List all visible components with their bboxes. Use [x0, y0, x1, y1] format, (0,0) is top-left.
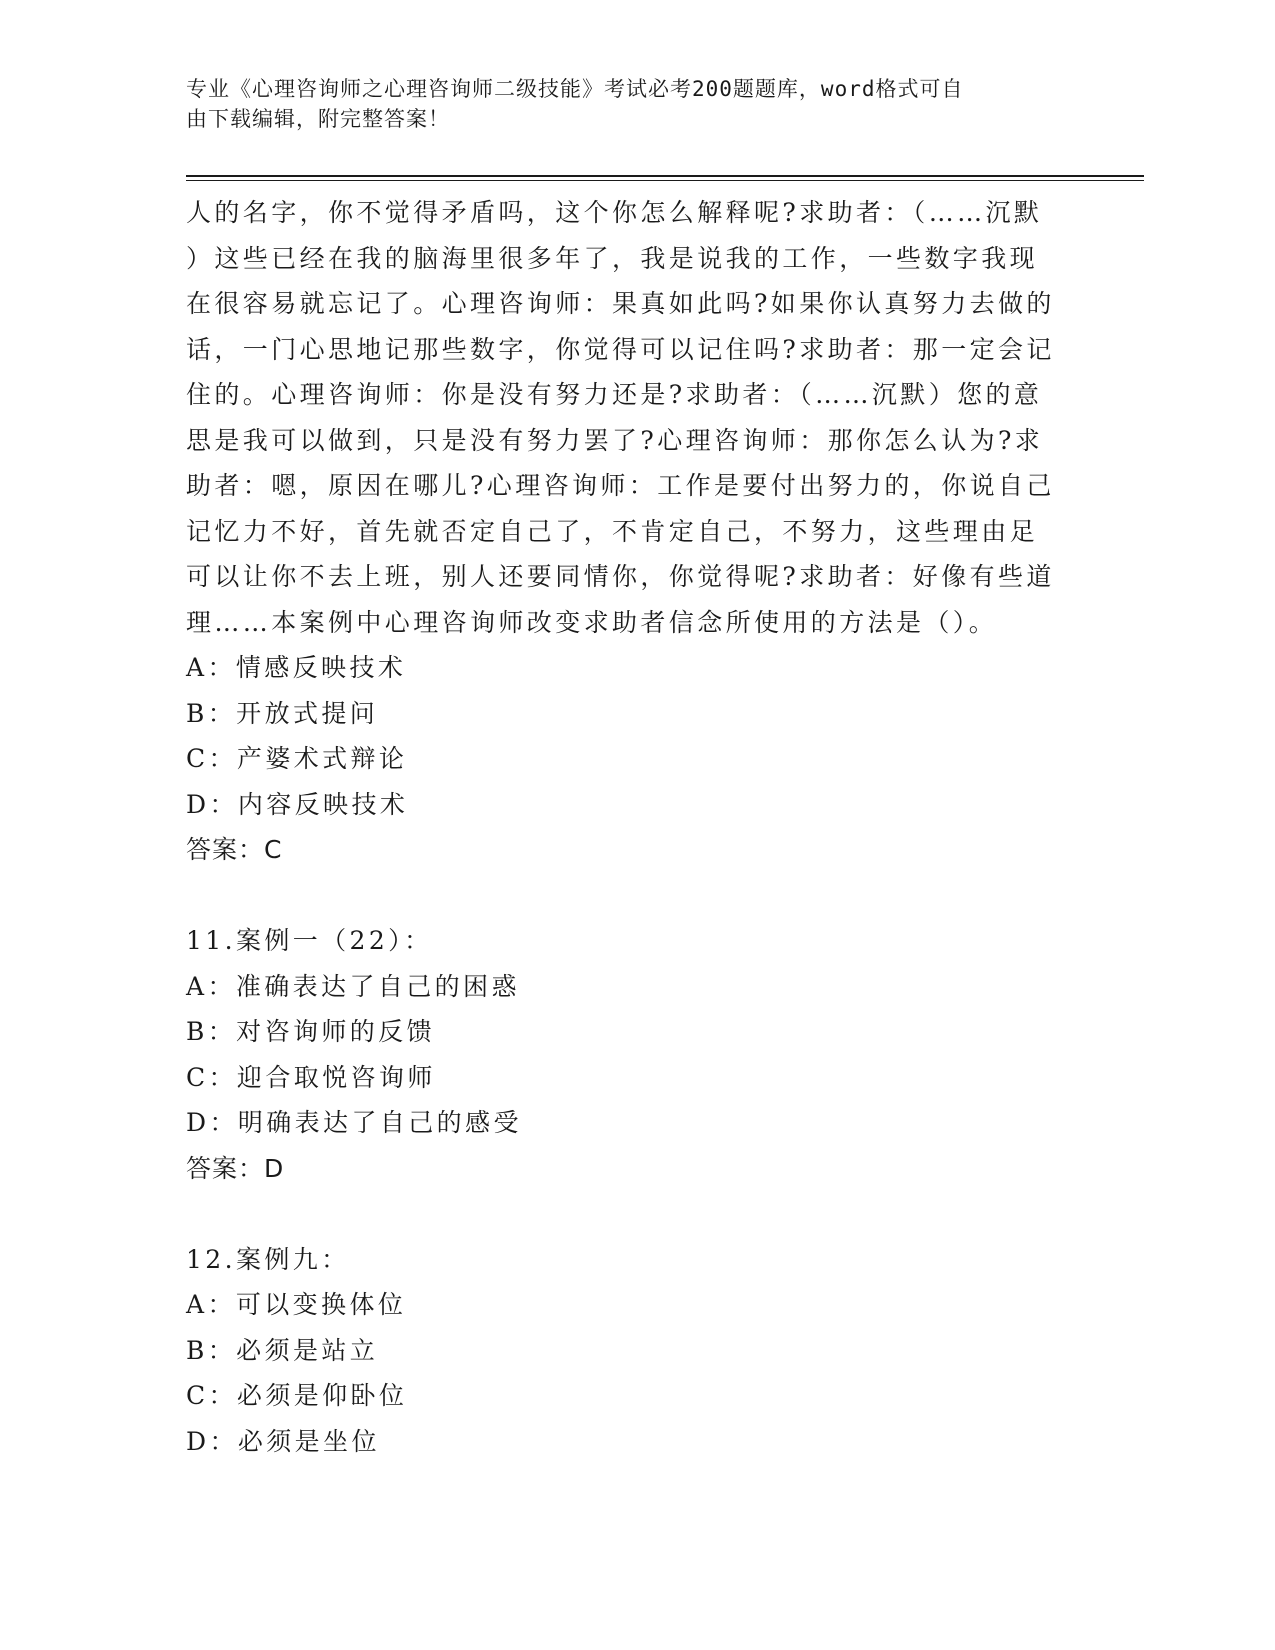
header-line-1: 专业《心理咨询师之心理咨询师二级技能》考试必考200题题库，word格式可自: [186, 77, 964, 101]
spacer: [186, 873, 1066, 919]
option-b: B：对咨询师的反馈: [186, 1017, 435, 1046]
paragraph-line: 助者：嗯，原因在哪儿?心理咨询师：工作是要付出努力的，你说自己: [186, 471, 1055, 500]
paragraph-line: 可以让你不去上班，别人还要同情你，你觉得呢?求助者：好像有些道: [186, 562, 1055, 591]
question-12: [186, 1237, 1066, 1465]
option-c: C：必须是仰卧位: [186, 1381, 408, 1410]
paragraph-line: 思是我可以做到，只是没有努力罢了?心理咨询师：那你怎么认为?求: [186, 425, 1044, 455]
option-a: A：可以变换体位: [186, 1290, 407, 1319]
document-body: [186, 190, 1066, 1464]
question-title: 11.案例一（22）：: [186, 926, 433, 955]
paragraph-line: ）这些已经在我的脑海里很多年了，我是说我的工作，一些数字我现: [186, 243, 1039, 273]
answer-line: 答案：D: [186, 1153, 285, 1183]
paragraph-line: 人的名字，你不觉得矛盾吗，这个你怎么解释呢?求助者：（……沉默: [186, 198, 1043, 227]
option-c: C：产婆术式辩论: [186, 744, 408, 773]
question-11: [186, 918, 1066, 1191]
option-a: A：情感反映技术: [186, 653, 407, 682]
paragraph-line: 住的。心理咨询师：你是没有努力还是?求助者：（……沉默）您的意: [186, 380, 1043, 409]
question-title: 12.案例九：: [186, 1244, 350, 1274]
header-divider-thick: [186, 175, 1144, 177]
option-d: D：内容反映技术: [186, 789, 409, 819]
document-header: [186, 74, 1066, 134]
paragraph-line: 理……本案例中心理咨询师改变求助者信念所使用的方法是（）。: [186, 607, 998, 637]
header-line-2: 由下载编辑，附完整答案！: [186, 107, 450, 131]
answer-line: 答案：C: [186, 835, 283, 864]
paragraph-line: 话，一门心思地记那些数字，你觉得可以记住吗?求助者：那一定会记: [186, 334, 1055, 364]
spacer: [186, 1191, 1066, 1237]
option-c: C：迎合取悦咨询师: [186, 1062, 436, 1092]
option-d: D：明确表达了自己的感受: [186, 1108, 522, 1137]
question-10-continuation: [186, 190, 1066, 873]
option-b: B：必须是站立: [186, 1335, 379, 1365]
paragraph-line: 记忆力不好，首先就否定自己了，不肯定自己，不努力，这些理由足: [186, 516, 1039, 546]
header-divider-thin: [186, 180, 1144, 181]
paragraph-line: 在很容易就忘记了。心理咨询师：果真如此吗?如果你认真努力去做的: [186, 289, 1055, 318]
option-b: B：开放式提问: [186, 698, 379, 728]
option-a: A：准确表达了自己的困惑: [186, 971, 520, 1001]
option-d: D：必须是坐位: [186, 1426, 380, 1456]
